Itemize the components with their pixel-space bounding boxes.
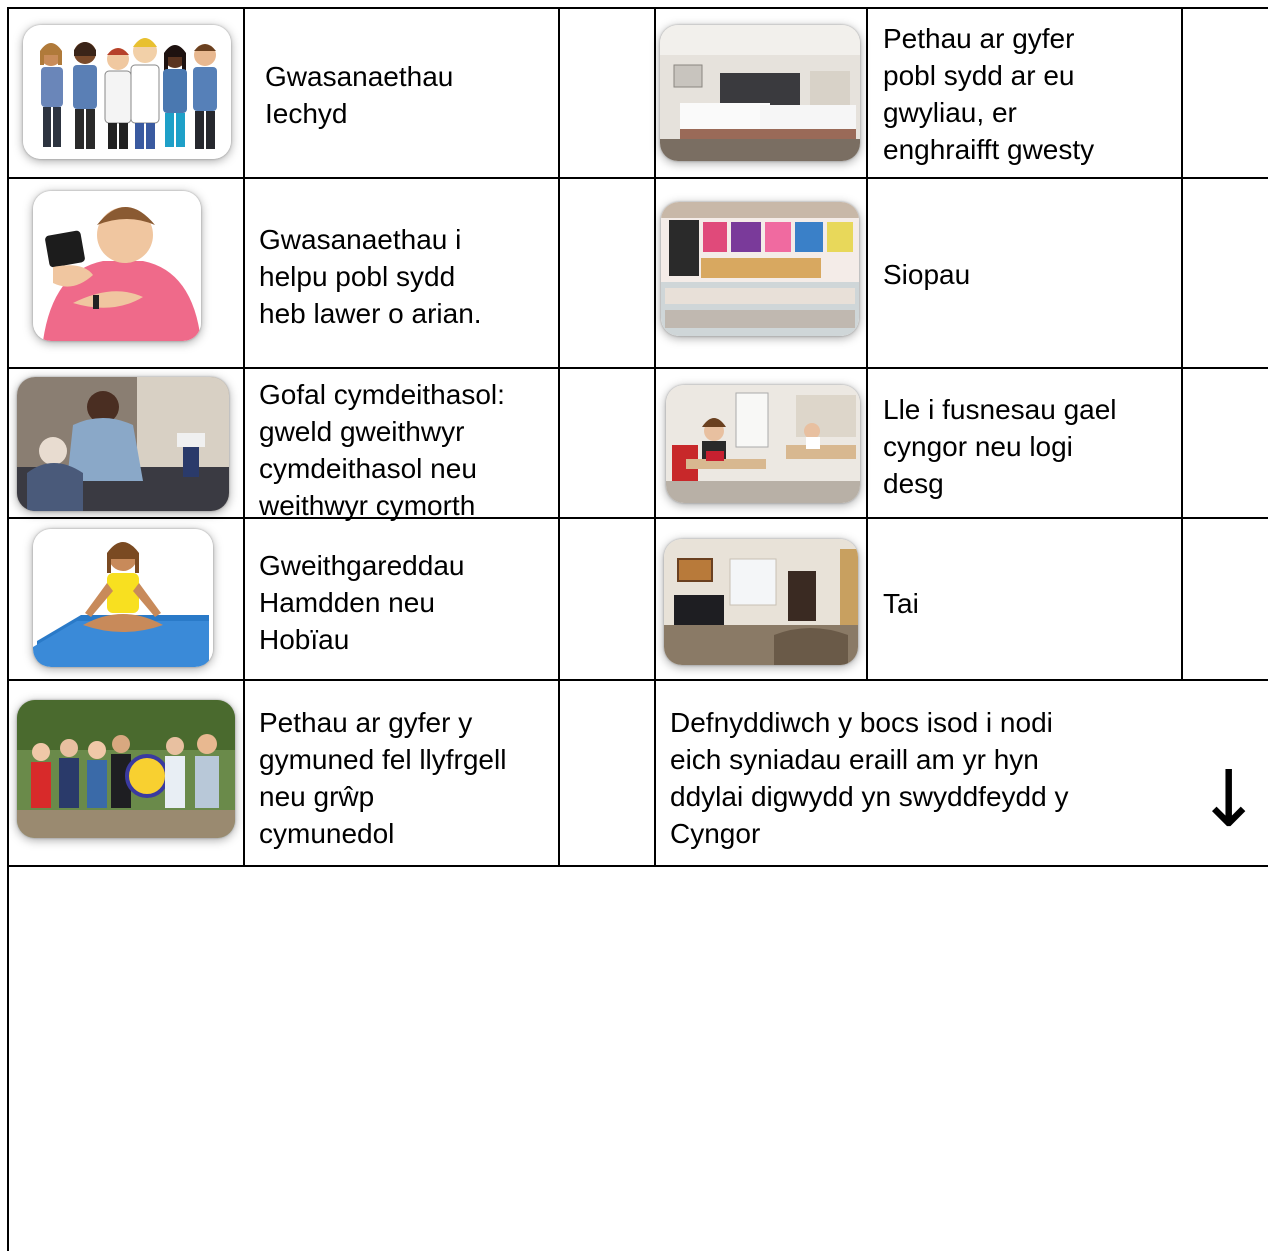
- other-ideas-answer-box[interactable]: [7, 865, 1268, 1251]
- option-leisure-checkbox[interactable]: [560, 519, 654, 679]
- option-social-care-label: Gofal cymdeithasol: gweld gweithwyr cymdeithasol neu weithwyr cymorth: [259, 379, 505, 521]
- health-workers-icon: [23, 25, 231, 159]
- table-rule: [243, 7, 245, 867]
- empty-wallet-icon: [33, 191, 201, 341]
- option-business-checkbox[interactable]: [1183, 369, 1268, 517]
- option-housing-label: Tai: [883, 588, 919, 619]
- option-leisure-label: Gweithgareddau Hamdden neu Hobïau: [259, 550, 465, 655]
- other-ideas-instruction: Defnyddiwch y bocs isod i nodi eich syniadau eraill am yr hyn ddylai digwydd yn swyddfeydd y Cyngor: [670, 707, 1069, 849]
- community-group-icon: [17, 700, 235, 838]
- arrow-down-icon: ↓: [1196, 755, 1262, 845]
- option-business-label: Lle i fusnesau gael cyngor neu logi desg: [883, 394, 1117, 499]
- option-holiday-label: Pethau ar gyfer pobl sydd ar eu gwyliau, er enghraifft gwesty: [883, 23, 1095, 165]
- yoga-person-icon: [33, 529, 213, 667]
- option-community-checkbox[interactable]: [560, 681, 654, 865]
- option-shops-label: Siopau: [883, 259, 971, 290]
- shop-counter-icon: [661, 202, 859, 336]
- living-room-icon: [664, 539, 858, 665]
- care-worker-icon: [17, 377, 229, 511]
- options-table: [7, 7, 1268, 1251]
- option-community-label: Pethau ar gyfer y gymuned fel llyfrgell neu grŵp cymunedol: [259, 707, 507, 849]
- option-health-services-label: Gwasanaethau Iechyd: [265, 61, 454, 129]
- option-social-care-checkbox[interactable]: [560, 369, 654, 517]
- option-shops-checkbox[interactable]: [1183, 179, 1268, 367]
- option-low-income-label: Gwasanaethau i helpu pobl sydd heb lawer o arian.: [259, 224, 482, 329]
- table-rule: [866, 7, 868, 681]
- option-housing-checkbox[interactable]: [1183, 519, 1268, 679]
- option-low-income-checkbox[interactable]: [560, 179, 654, 367]
- table-rule: [654, 7, 656, 867]
- option-holiday-checkbox[interactable]: [1183, 9, 1268, 177]
- option-health-services-checkbox[interactable]: [560, 9, 654, 177]
- hotel-room-icon: [660, 25, 860, 161]
- office-desks-icon: [666, 385, 860, 503]
